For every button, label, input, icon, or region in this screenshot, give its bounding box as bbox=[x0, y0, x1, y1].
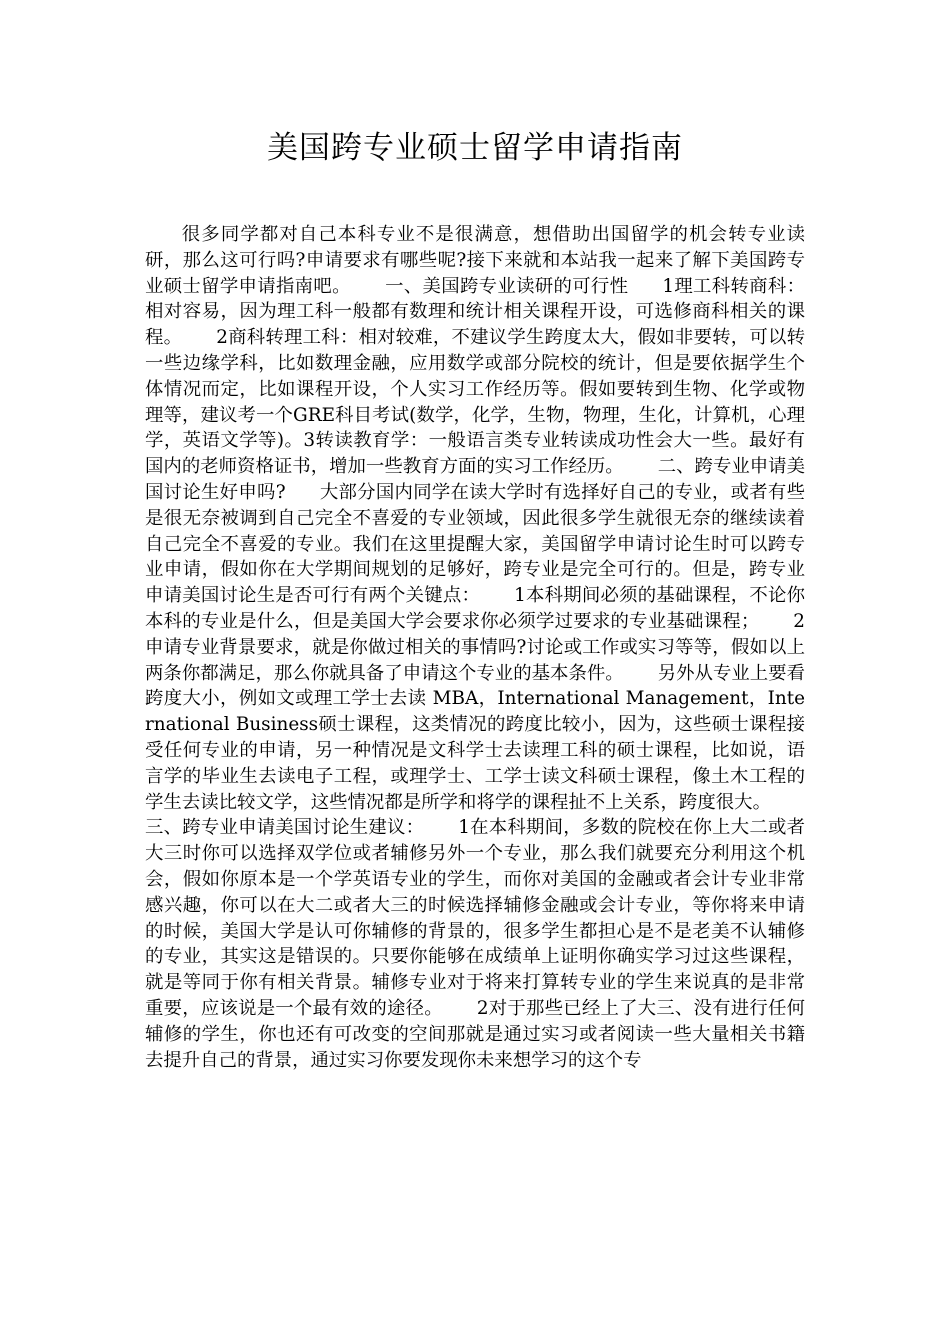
document-title: 美国跨专业硕士留学申请指南 bbox=[267, 130, 683, 166]
sentence-section-2-body: 大部分国内同学在读大学时有选择好自己的专业，或者有些是很无奈被调到自己完全不喜爱的专业领域，因此很多学生就很无奈的继续读着自己完全不喜爱的专业。我们在这里提醒大家，美国留学申请讨论生时可以跨专业申请，假如你在大学期间规划的足够好，跨专业是完全可行的。但是，跨专业申请美国讨论生是否可行有两个关键点： bbox=[145, 481, 805, 607]
sentence-keypoint-1: 1本科期间必须的基础课程，不论你本科的专业是什么，但是美国大学会要求你必须学过要求的专业基础课程； bbox=[145, 585, 805, 632]
sentence-advice-1: 1在本科期间，多数的院校在你上大二或者大三时你可以选择双学位或者辅修另外一个专业，那么我们就要充分利用这个机会，假如你原本是一个学英语专业的学生，而你对美国的金融或者会计专业非常感兴趣，你可以在大二或者大三的时候选择辅修金融或会计专业，等你将来申请的时候，美国大学是认可你辅修的背景的，很多学生都担心是不是老美不认辅修的专业，其实这是错误的。只要你能够在成绩单上证明你确实学习过这些课程，就是等同于你有相关背景。辅修专业对于将来打算转专业的学生来说真的是非常重要，应该说是一个最有效的途径。 bbox=[145, 817, 805, 1019]
sentence-advice-2: 2对于那些已经上了大三、没有进行任何辅修的学生，你也还有可改变的空间那就是通过实习或者阅读一些大量相关书籍去提升自己的背景，通过实习你要发现你未来想学习的这个专 bbox=[145, 997, 805, 1071]
sentence-span: 另外从专业上要看跨度大小，例如文或理工学士去读 MBA，International Management，International Business硕士课程，这类情况的跨度比较小，因为，这些硕士课程接受任何专业的申请，另一种情况是文科学士去读理工科的硕士课程，比如说，语言学的毕业生去读电子工程，或理学士、工学士读文科硕士课程，像土木工程的学生去读比较文学，这些情况都是所学和将学的课程扯不上关系，跨度很大。 bbox=[145, 662, 805, 813]
section-heading-3: 三、跨专业申请美国讨论生建议： bbox=[145, 817, 425, 839]
sentence-item-1: 1理工科转商科： 相对容易，因为理工科一般都有数理和统计相关课程开设，可选修商科相关的课程。 bbox=[145, 275, 805, 349]
section-heading-1: 一、美国跨专业读研的可行性 bbox=[384, 275, 629, 297]
sentence-item-2: 2商科转理工科：相对较难，不建议学生跨度太大，假如非要转，可以转一些边缘学科，比如数理金融，应用数学或部分院校的统计，但是要依据学生个体情况而定，比如课程开设，个人实习工作经历等。假如要转到生物、化学或物理等，建议考一个GRE科目考试(数学，化学，生物，物理，生化，计算机，心理学，英语文学等)。 bbox=[145, 327, 805, 452]
document-body-paragraph bbox=[145, 222, 805, 1073]
sentence-intro: 很多同学都对自己本科专业不是很满意，想借助出国留学的机会转专业读研，那么这可行吗?申请要求有哪些呢?接下来就和本站我一起来了解下美国跨专业硕士留学申请指南吧。 bbox=[145, 224, 805, 297]
section-heading-2: 二、跨专业申请美国讨论生好申吗? bbox=[145, 456, 805, 503]
sentence-keypoint-2: 2申请专业背景要求，就是你做过相关的事情吗?讨论或工作或实习等等，假如以上两条你都满足，那么你就具备了申请这个专业的基本条件。 bbox=[145, 610, 805, 684]
sentence-item-3: 3转读教育学：一般语言类专业转读成功性会大一些。最好有国内的老师资格证书，增加一些教育方面的实习工作经历。 bbox=[145, 430, 805, 478]
